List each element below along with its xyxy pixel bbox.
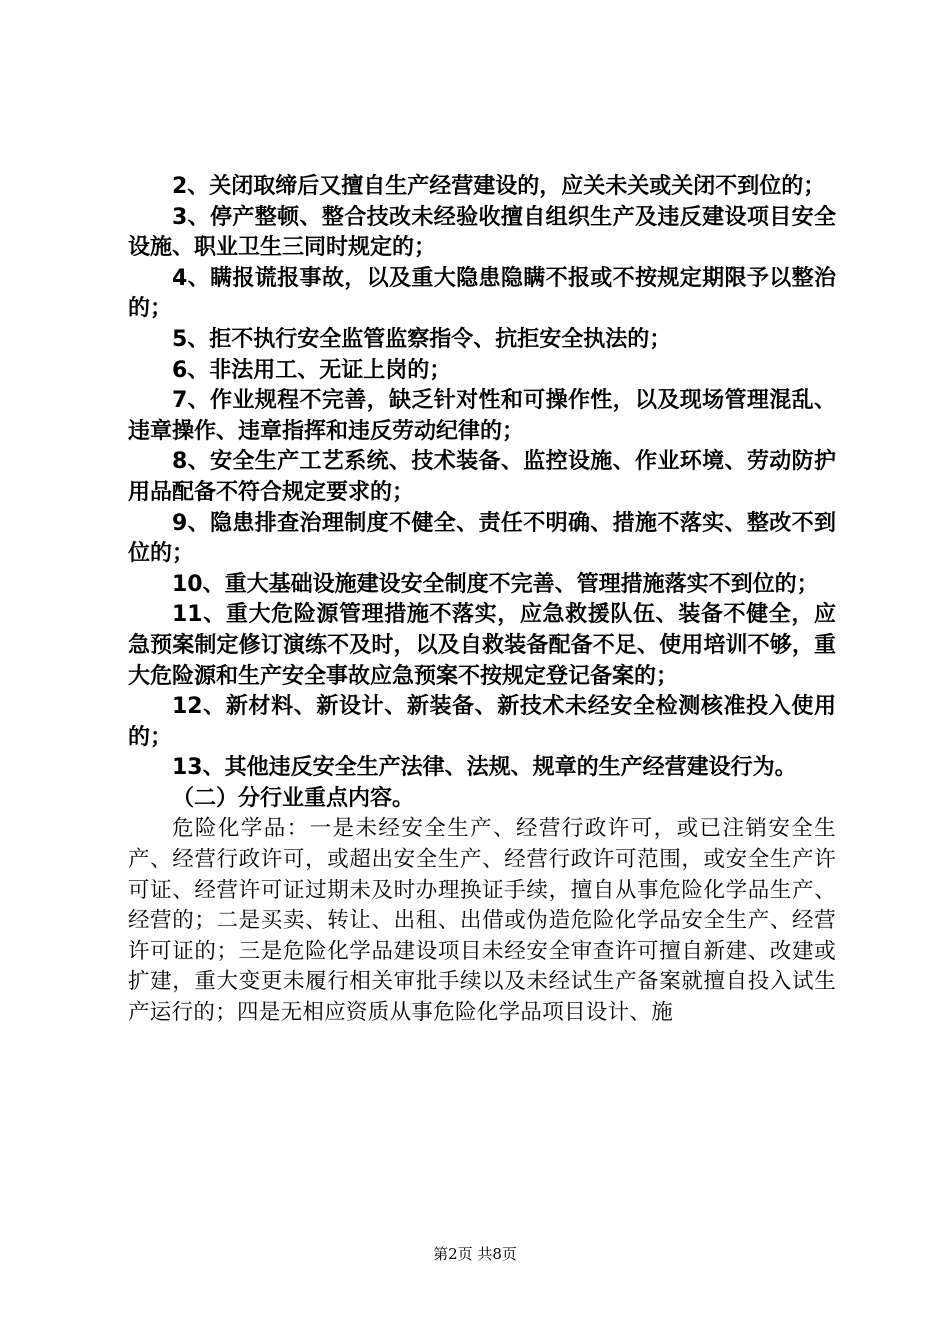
list-item-3: 3、停产整顿、整合技改未经验收擅自组织生产及违反建设项目安全设施、职业卫生三同时规定的；	[128, 204, 836, 261]
list-item-4: 4、瞒报谎报事故，以及重大隐患隐瞒不报或不按规定期限予以整治的；	[128, 265, 836, 322]
list-item-10: 10、重大基础设施建设安全制度不完善、管理措施落实不到位的；	[172, 571, 819, 597]
list-item-11: 11、重大危险源管理措施不落实，应急救援队伍、装备不健全，应急预案制定修订演练不及时，以及自救装备配备不足、使用培训不够，重大危险源和生产安全事故应急预案不按规定登记备案的；	[128, 602, 836, 689]
list-item-7: 7、作业规程不完善，缺乏针对性和可操作性，以及现场管理混乱、违章操作、违章指挥和违反劳动纪律的；	[128, 388, 836, 444]
list-item-8: 8、安全生产工艺系统、技术装备、监控设施、作业环境、劳动防护用品配备不符合规定要求的；	[128, 449, 836, 505]
list-item-2: 2、关闭取缔后又擅自生产经营建设的，应关未关或关闭不到位的；	[172, 174, 826, 199]
list-item-9: 9、隐患排查治理制度不健全、责任不明确、措施不落实、整改不到位的；	[128, 510, 836, 567]
section-heading: （二）分行业重点内容。	[172, 785, 415, 811]
list-item-5: 5、拒不执行安全监管监察指令、抗拒安全执法的；	[172, 326, 672, 352]
page-footer: 第2页 共8页	[433, 1245, 517, 1263]
list-item-12: 12、新材料、新设计、新装备、新技术未经安全检测核准投入使用的；	[128, 694, 836, 750]
document-body	[128, 172, 836, 1029]
hazmat-paragraph: 危险化学品：一是未经安全生产、经营行政许可，或已注销安全生产、经营行政许可，或超出安全生产、经营行政许可范围，或安全生产许可证、经营许可证过期未及时办理换证手续，擅自从事危险化学品生产、经营的；二是买卖、转让、出租、出借或伪造危险化学品安全生产、经营许可证的；三是危险化学品建设项目未经安全审查许可擅自新建、改建或扩建，重大变更未履行相关审批手续以及未经试生产备案就擅自投入试生产运行的；四是无相应资质从事危险化学品项目设计、施	[128, 816, 836, 1026]
list-item-13: 13、其他违反安全生产法律、法规、规章的生产经营建设行为。	[172, 755, 797, 781]
list-item-6: 6、非法用工、无证上岗的；	[172, 357, 452, 383]
